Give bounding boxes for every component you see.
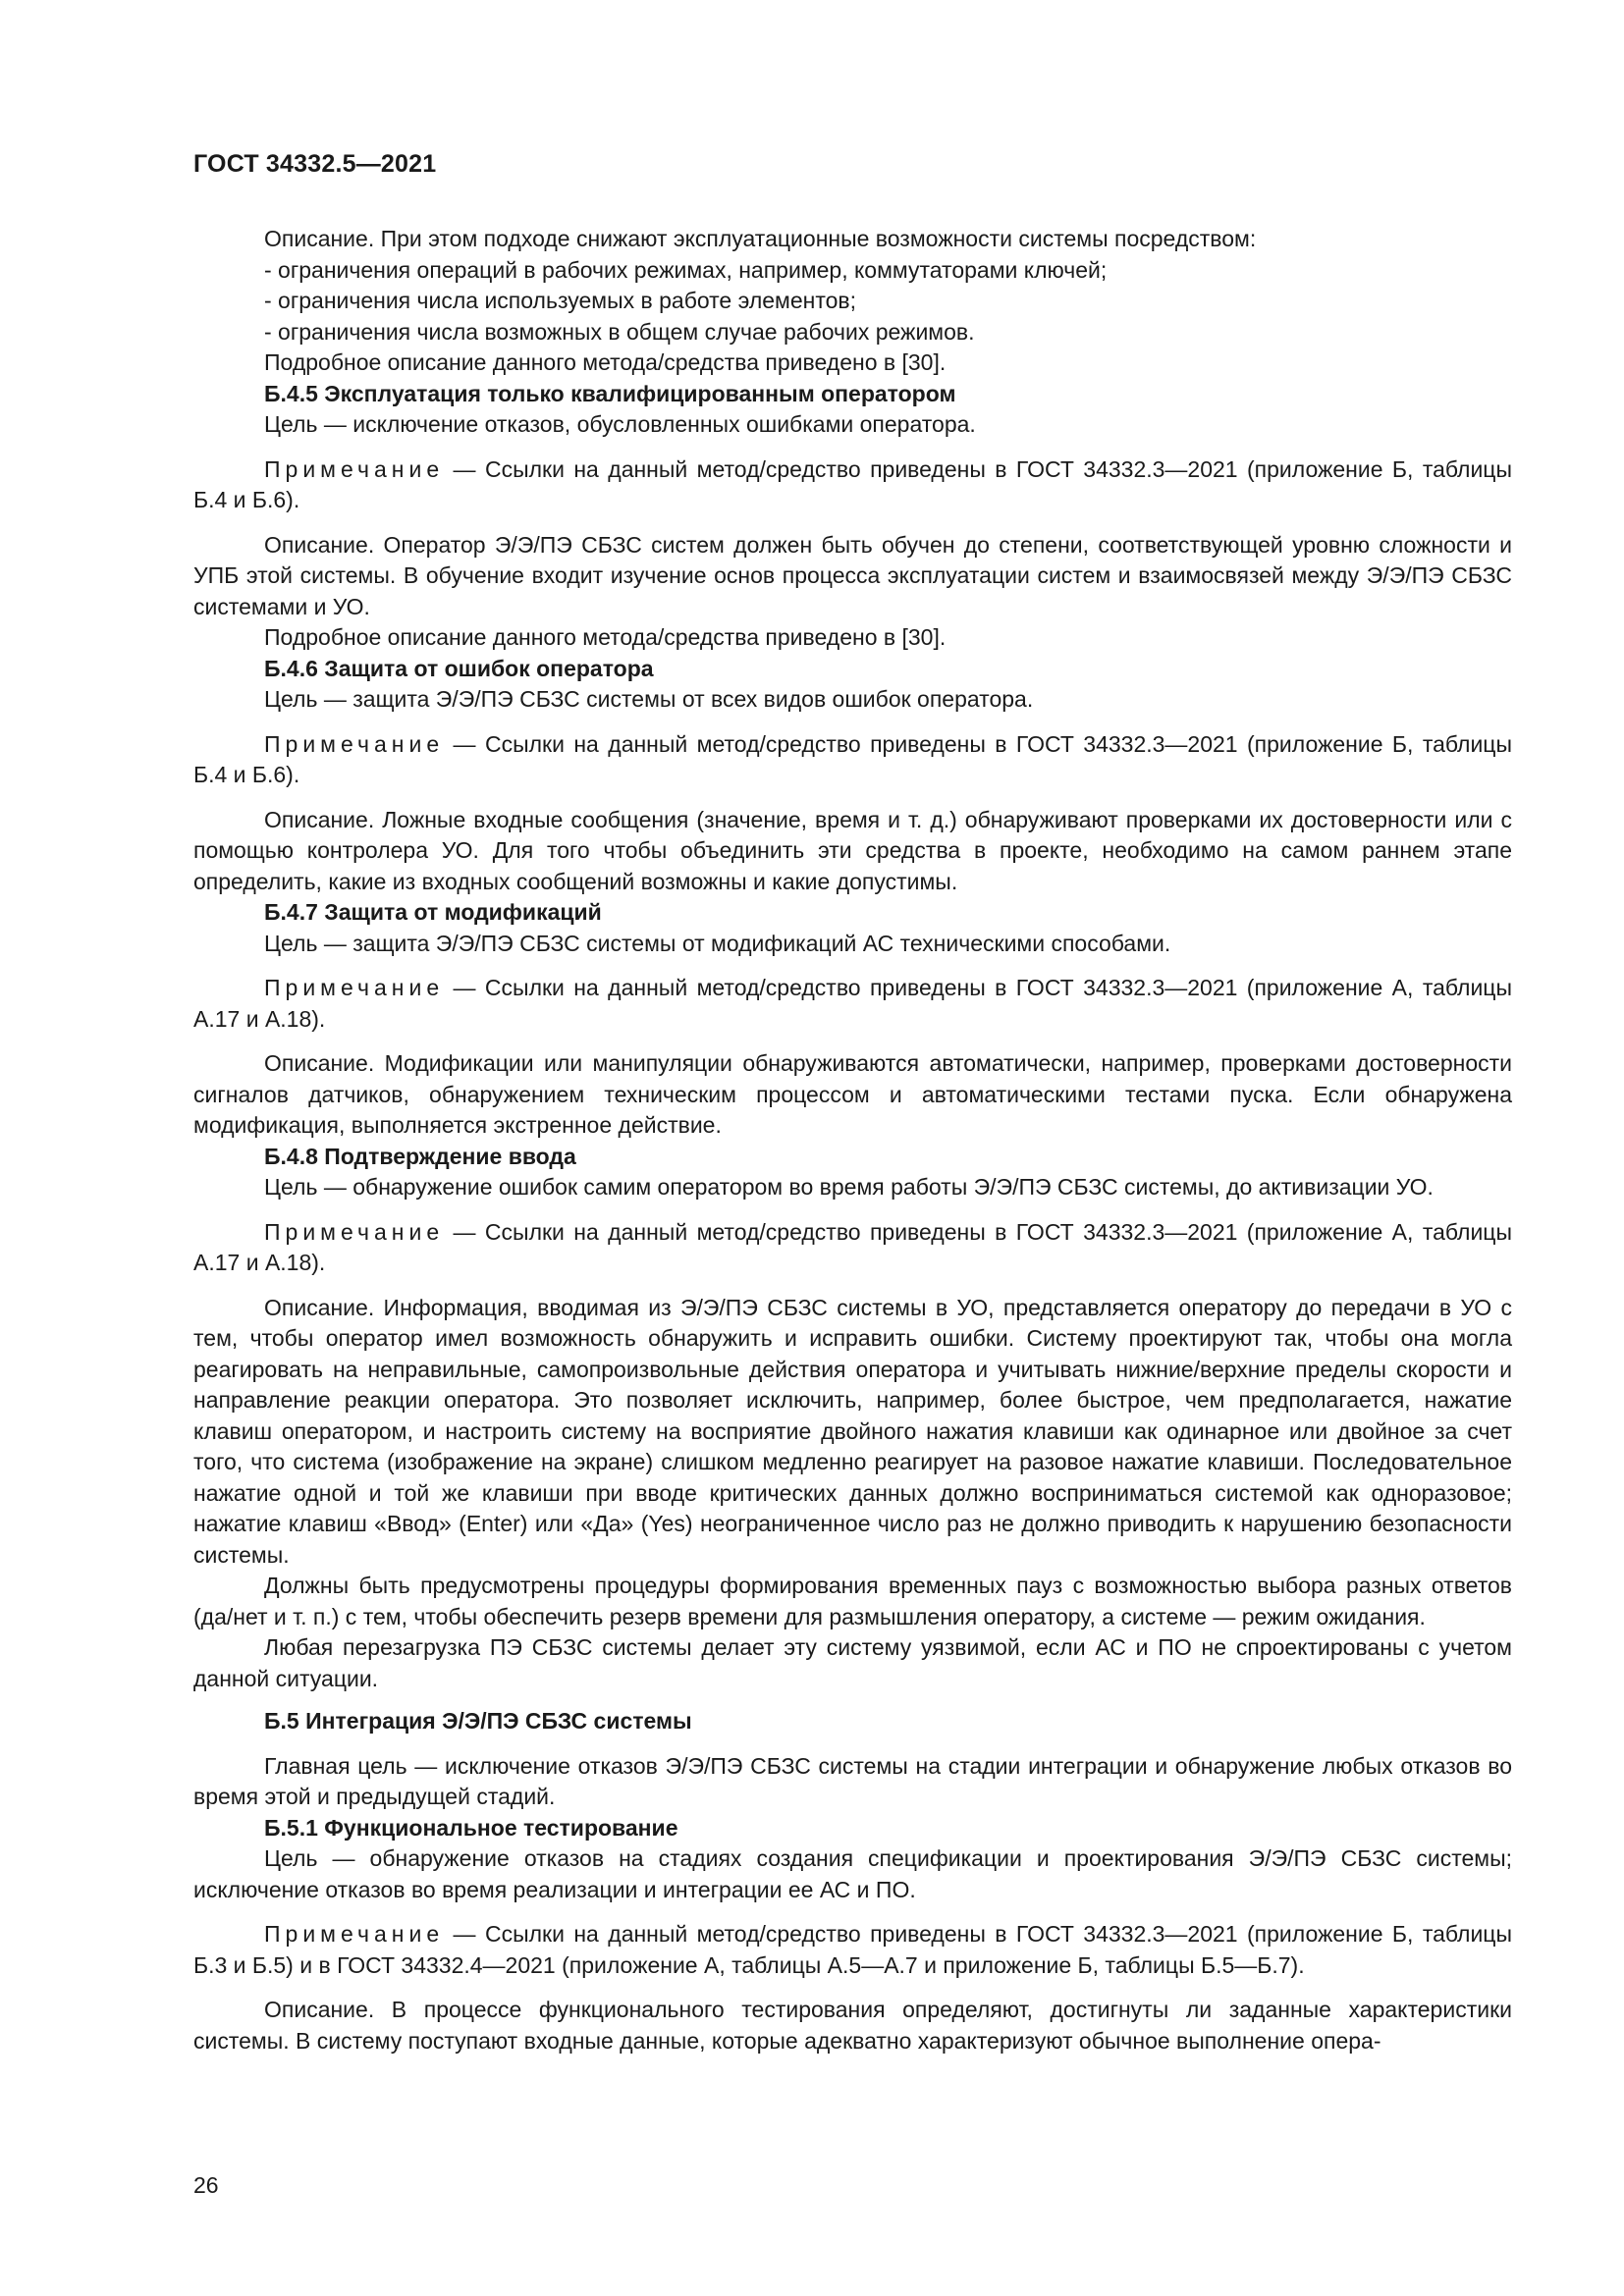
- body-paragraph: - ограничения числа используемых в работе элементов;: [264, 288, 857, 313]
- section-heading: Б.4.8 Подтверждение ввода: [264, 1143, 576, 1169]
- body-paragraph: Цель — обнаружение отказов на стадиях создания спецификации и проектирования Э/Э/ПЭ СБЗС системы; исключение отказов во время реализации и интеграции ее АС и ПО.: [193, 1845, 1512, 1902]
- note-paragraph: [193, 729, 1512, 791]
- note-label: Примечание: [264, 730, 445, 757]
- body-paragraph: Описание. Информация, вводимая из Э/Э/ПЭ СБЗС системы в УО, представляется оператору до передачи в УО с тем, чтобы оператор имел возможность обнаружить и исправить ошибки. Систему проектируют так, чтобы она могла реагировать на неправильные, самопроизвольные действия оператора и учитывать нижние/верхние пределы скорости и направление реакции оператора. Это позволяет исключить, например, более быстрое, чем предполагается, нажатие клавиш оператором, и настроить систему на восприятие двойного нажатия клавиши как одинарное или двойное за счет того, что система (изображение на экране) слишком медленно реагирует на разовое нажатие клавиши. Последовательное нажатие одной и той же клавиши при вводе критических данных должно восприниматься системой как одноразовое; нажатие клавиш «Ввод» (Enter) или «Да» (Yes) неограниченное число раз не должно приводить к нарушению безопасности системы.: [193, 1294, 1512, 1568]
- note-text: — Ссылки на данный метод/средство приведены в ГОСТ 34332.3—2021 (приложение А, таблицы А.17 и А.18).: [193, 975, 1512, 1032]
- body-paragraph: Описание. Ложные входные сообщения (значение, время и т. д.) обнаруживают проверками их достоверности или с помощью контролера УО. Для того чтобы объединить эти средства в проекте, необходимо на самом раннем этапе определить, какие из входных сообщений возможны и какие допустимы.: [193, 806, 1512, 894]
- note-text: — Ссылки на данный метод/средство приведены в ГОСТ 34332.3—2021 (приложение А, таблицы А.17 и А.18).: [193, 1218, 1512, 1275]
- note-text: — Ссылки на данный метод/средство приведены в ГОСТ 34332.3—2021 (приложение Б, таблицы Б.3 и Б.5) и в ГОСТ 34332.4—2021 (приложение А, таблицы А.5—А.7 и приложение Б, таблицы Б.5—Б.7).: [193, 1921, 1512, 1978]
- body-paragraph: Описание. При этом подходе снижают эксплуатационные возможности системы посредством:: [264, 226, 1257, 251]
- body-paragraph: Описание. В процессе функционального тестирования определяют, достигнуты ли заданные характеристики системы. В систему поступают входные данные, которые адекватно характеризуют обычное выполнение опера-: [193, 1997, 1512, 2054]
- body-paragraph: Описание. Оператор Э/Э/ПЭ СБЗС систем должен быть обучен до степени, соответствующей уровню сложности и УПБ этой системы. В обучение входит изучение основ процесса эксплуатации систем и взаимосвязей между Э/Э/ПЭ СБЗС системами и УО.: [193, 531, 1512, 619]
- body-paragraph: Цель — обнаружение ошибок самим оператором во время работы Э/Э/ПЭ СБЗС системы, до активизации УО.: [264, 1174, 1434, 1200]
- body-paragraph: Описание. Модификации или манипуляции обнаруживаются автоматически, например, проверками достоверности сигналов датчиков, обнаружением техническим процессом и автоматическими тестами пуска. Если обнаружена модификация, выполняется экстренное действие.: [193, 1050, 1512, 1138]
- section-heading: Б.4.5 Эксплуатация только квалифицированным оператором: [264, 380, 956, 406]
- body-paragraph: Цель — защита Э/Э/ПЭ СБЗС системы от всех видов ошибок оператора.: [264, 686, 1034, 712]
- note-paragraph: [193, 454, 1512, 516]
- body-paragraph: Подробное описание данного метода/средства приведено в [30].: [264, 624, 947, 650]
- section-heading: Б.5 Интеграция Э/Э/ПЭ СБЗС системы: [264, 1708, 692, 1734]
- body-paragraph: Подробное описание данного метода/средства приведено в [30].: [264, 349, 947, 375]
- note-label: Примечание: [264, 455, 445, 482]
- body-paragraph: Должны быть предусмотрены процедуры формирования временных пауз с возможностью выбора разных ответов (да/нет и т. п.) с тем, чтобы обеспечить резерв времени для размышления оператору, а системе — режим ожидания.: [193, 1573, 1512, 1629]
- page-number: 26: [193, 2172, 219, 2198]
- note-paragraph: [193, 973, 1512, 1035]
- note-label: Примечание: [264, 975, 445, 1000]
- body-paragraph: Любая перезагрузка ПЭ СБЗС системы делает эту систему уязвимой, если АС и ПО не спроектированы с учетом данной ситуации.: [193, 1634, 1512, 1691]
- body-paragraph: Главная цель — исключение отказов Э/Э/ПЭ СБЗС системы на стадии интеграции и обнаружение любых отказов во время этой и предыдущей стадий.: [193, 1752, 1512, 1809]
- note-text: — Ссылки на данный метод/средство приведены в ГОСТ 34332.3—2021 (приложение Б, таблицы Б.4 и Б.6).: [193, 455, 1512, 512]
- note-paragraph: [193, 1919, 1512, 1981]
- note-label: Примечание: [264, 1218, 445, 1245]
- body-paragraph: Цель — исключение отказов, обусловленных ошибками оператора.: [264, 411, 976, 437]
- body-paragraph: - ограничения операций в рабочих режимах, например, коммутаторами ключей;: [264, 256, 1108, 283]
- section-heading: Б.4.7 Защита от модификаций: [264, 899, 602, 925]
- note-text: — Ссылки на данный метод/средство приведены в ГОСТ 34332.3—2021 (приложение Б, таблицы Б.4 и Б.6).: [193, 730, 1512, 787]
- section-heading: Б.5.1 Функциональное тестирование: [264, 1814, 678, 1841]
- section-heading: Б.4.6 Защита от ошибок оператора: [264, 655, 654, 681]
- note-label: Примечание: [264, 1921, 445, 1947]
- document-body: [193, 224, 1512, 2056]
- body-paragraph: - ограничения числа возможных в общем случае рабочих режимов.: [264, 318, 975, 345]
- document-header: ГОСТ 34332.5—2021: [193, 150, 437, 178]
- body-paragraph: Цель — защита Э/Э/ПЭ СБЗС системы от модификаций АС техническими способами.: [264, 930, 1171, 956]
- note-paragraph: [193, 1217, 1512, 1279]
